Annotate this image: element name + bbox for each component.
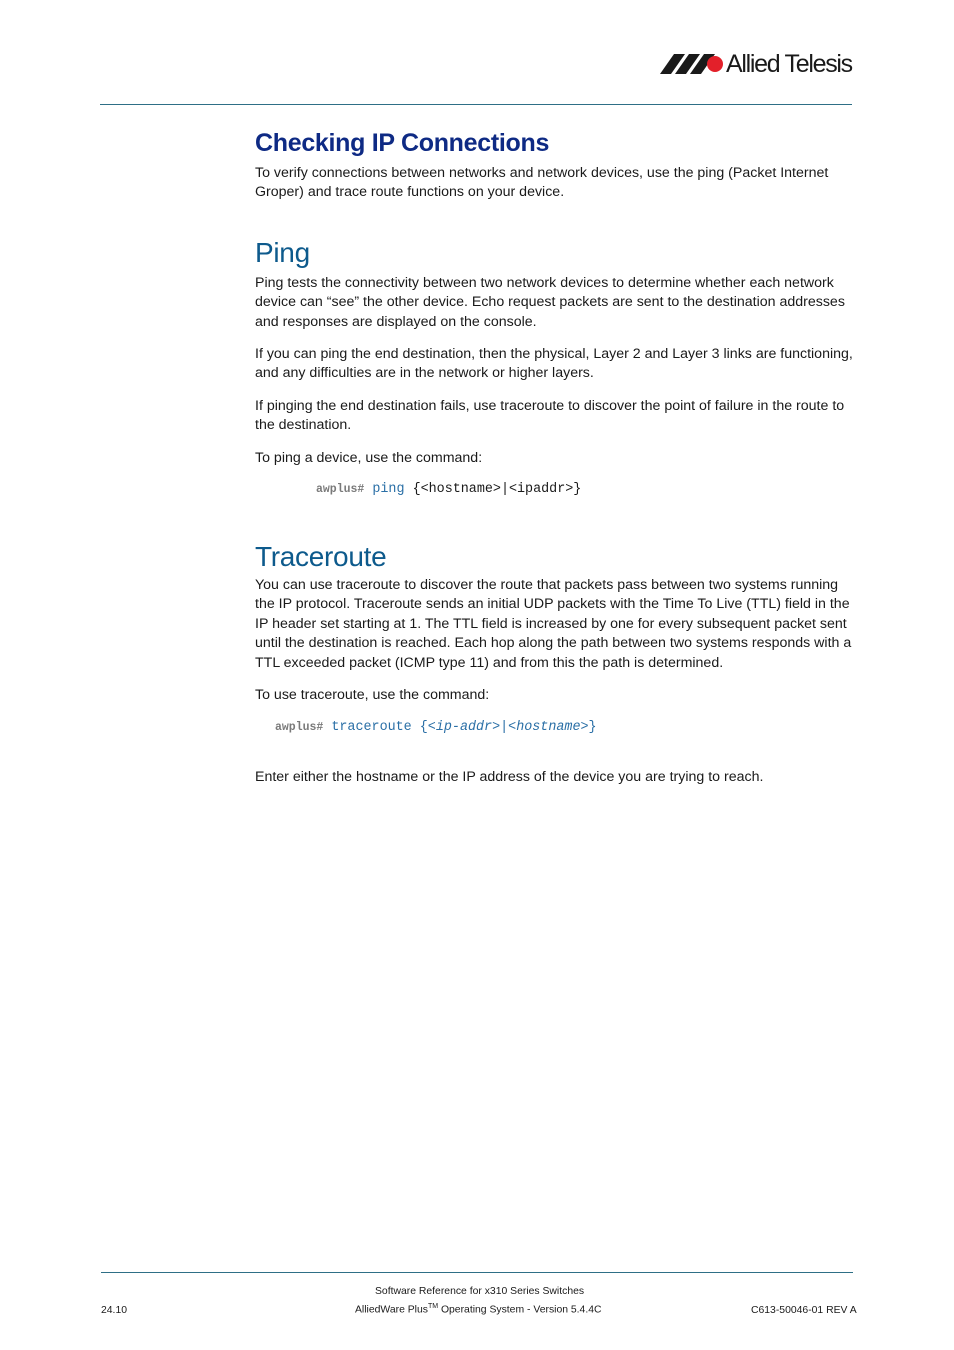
logo-text: Allied Telesis (726, 50, 852, 78)
ping-paragraph-3: If pinging the end destination fails, use traceroute to discover the point of failure in the route to the destination. (255, 397, 845, 434)
logo-mark-icon (660, 53, 724, 75)
footer-page-number: 24.10 (101, 1305, 128, 1316)
command-arg-ip-addr: ip-addr (435, 719, 493, 735)
footer-rule (101, 1272, 853, 1273)
traceroute-paragraph-2: To use traceroute, use the command: (255, 687, 490, 704)
footer-title-line-2 (355, 1303, 602, 1315)
command-keyword: ping (372, 482, 405, 498)
main-content (255, 125, 855, 787)
ping-command (316, 480, 855, 499)
allied-telesis-logo (660, 50, 856, 80)
footer-doc-id: C613-50046-01 REV A (751, 1305, 857, 1316)
ping-paragraph-4: To ping a device, use the command: (255, 449, 483, 466)
footer-title-line-1: Software Reference for x310 Series Switches (375, 1286, 585, 1297)
command-keyword: traceroute (331, 719, 412, 735)
header-rule (100, 104, 852, 105)
page-title: Checking IP Connections (255, 129, 550, 157)
footer-product-name: AlliedWare Plus (355, 1304, 428, 1316)
command-args: {<hostname>|<ipaddr>} (412, 482, 582, 498)
ping-heading: Ping (255, 236, 310, 268)
command-open: {< (419, 719, 436, 735)
traceroute-paragraph-3: Enter either the hostname or the IP address of the device you are trying to reach. (255, 768, 764, 785)
command-close: >} (580, 719, 597, 735)
footer-version: Operating System - Version 5.4.4C (438, 1304, 602, 1316)
intro-paragraph: To verify connections between networks and network devices, use the ping (Packet Internet Groper) and trace route functions on your device. (255, 165, 829, 201)
ping-paragraph-1: Ping tests the connectivity between two network devices to determine whether each network device can “see” the other device. Echo request packets are sent to the destination addresses and responses are displayed on the console. (255, 274, 845, 330)
footer-trademark: TM (427, 1303, 439, 1310)
traceroute-heading: Traceroute (255, 541, 387, 573)
traceroute-paragraph-1: You can use traceroute to discover the route that packets pass between two systems running the IP protocol. Traceroute sends an initial UDP packets with the Time To Live (TTL) field in the IP header set starting at 1. The TTL field is increased by one for every subsequent packet sent until the destination is reached. Each hop along the path between two systems responds with a TTL exceeded packet (ICMP type 11) and from this the path is determined. (255, 577, 852, 671)
traceroute-command (275, 718, 855, 737)
command-arg-hostname: hostname (516, 719, 581, 735)
command-prompt: awplus# (275, 720, 324, 734)
command-separator: >|< (492, 719, 517, 735)
ping-paragraph-2: If you can ping the end destination, then the physical, Layer 2 and Layer 3 links are functioning, and any difficulties are in the network or higher layers. (255, 346, 853, 382)
command-prompt: awplus# (316, 483, 365, 497)
